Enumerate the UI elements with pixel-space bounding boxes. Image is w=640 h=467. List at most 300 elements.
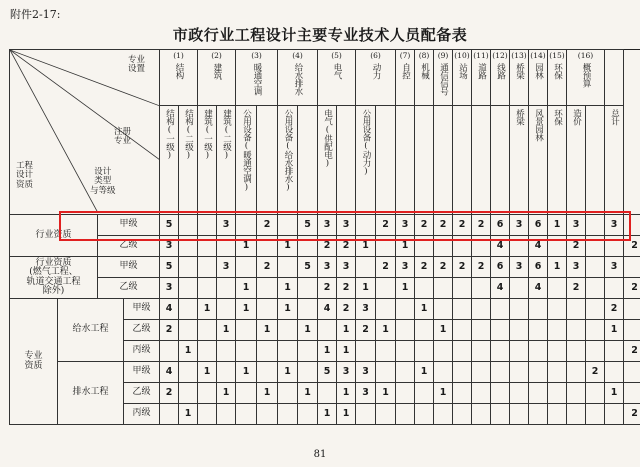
staff-count-cell: 2 <box>624 404 640 425</box>
staff-count-cell <box>586 215 605 236</box>
staff-count-cell <box>472 383 491 404</box>
staff-count-cell: 4 <box>160 299 179 320</box>
staff-count-cell: 3 <box>396 215 415 236</box>
staff-count-cell <box>529 362 548 383</box>
staff-count-cell: 2 <box>160 320 179 341</box>
qualification-group: 行业资质 (燃气工程、 轨道交通工程 除外) <box>10 257 98 299</box>
staff-count-cell <box>472 341 491 362</box>
registered-discipline-header <box>376 106 396 215</box>
discipline-number: (14) <box>530 51 546 60</box>
staff-count-cell: 1 <box>236 299 257 320</box>
staff-count-cell <box>605 404 624 425</box>
staff-count-cell <box>548 404 567 425</box>
staff-count-cell: 3 <box>396 257 415 278</box>
staff-count-cell <box>217 299 236 320</box>
staff-count-cell <box>491 320 510 341</box>
staff-count-cell <box>548 320 567 341</box>
staff-count-cell <box>396 299 415 320</box>
table-row <box>10 215 640 236</box>
annex-label: 附件2-17: <box>10 8 61 21</box>
discipline-number: (4) <box>292 51 303 60</box>
registered-discipline-header <box>510 106 529 215</box>
staff-count-cell <box>510 236 529 257</box>
registered-discipline-header <box>298 106 318 215</box>
staff-count-cell <box>529 341 548 362</box>
discipline-name: 桥梁 <box>514 62 525 79</box>
registered-discipline-header <box>160 106 179 215</box>
staff-count-cell <box>624 383 640 404</box>
staff-count-cell <box>586 236 605 257</box>
staff-count-cell <box>356 215 376 236</box>
staff-count-cell <box>318 320 337 341</box>
staff-count-cell: 3 <box>318 257 337 278</box>
staff-count-cell <box>278 215 298 236</box>
staff-count-cell <box>510 278 529 299</box>
staff-count-cell <box>298 341 318 362</box>
staff-count-cell: 4 <box>529 236 548 257</box>
staff-count-cell <box>624 257 640 278</box>
staff-count-cell <box>179 362 198 383</box>
qualification-group: 专业 资质 <box>10 299 58 425</box>
discipline-header <box>567 50 605 106</box>
staff-count-cell <box>257 341 278 362</box>
registered-discipline: 风景园林 <box>533 109 544 141</box>
grade-label: 甲级 <box>98 215 160 236</box>
staff-count-cell: 1 <box>548 257 567 278</box>
staff-count-cell <box>257 362 278 383</box>
corner-label-lower: 设计 类型 与等级 <box>90 167 116 196</box>
staff-count-cell: 1 <box>179 404 198 425</box>
staff-count-cell <box>491 341 510 362</box>
staff-count-cell <box>257 278 278 299</box>
staff-count-cell <box>567 299 586 320</box>
staff-count-cell <box>179 278 198 299</box>
staff-count-cell: 1 <box>298 383 318 404</box>
discipline-name: 环保 <box>552 62 563 79</box>
staff-count-cell <box>376 341 396 362</box>
staff-count-cell <box>179 299 198 320</box>
staff-count-cell: 1 <box>179 341 198 362</box>
staff-count-cell <box>217 362 236 383</box>
staff-count-cell: 4 <box>160 362 179 383</box>
discipline-header <box>278 50 318 106</box>
staff-count-cell: 5 <box>318 362 337 383</box>
table-row <box>10 257 640 278</box>
staff-count-cell <box>586 341 605 362</box>
discipline-number: (9) <box>437 51 449 60</box>
staff-count-cell: 2 <box>337 299 356 320</box>
staff-count-cell <box>510 362 529 383</box>
staff-count-cell <box>217 236 236 257</box>
staff-count-cell: 3 <box>356 362 376 383</box>
discipline-number: (11) <box>473 51 489 60</box>
staff-count-cell <box>434 404 453 425</box>
staff-count-cell: 3 <box>217 257 236 278</box>
staff-count-cell: 6 <box>529 215 548 236</box>
registered-discipline: 公用设备(暖通空调) <box>241 109 252 192</box>
staff-count-cell <box>453 362 472 383</box>
staff-count-cell: 3 <box>318 215 337 236</box>
discipline-name: 通信信号 <box>438 62 449 95</box>
staff-count-cell: 1 <box>337 383 356 404</box>
staff-count-cell <box>376 362 396 383</box>
registered-discipline-header <box>257 106 278 215</box>
staff-count-cell <box>491 299 510 320</box>
registered-discipline: 公用设备(动力) <box>360 109 371 176</box>
staff-count-cell: 3 <box>605 257 624 278</box>
qualification-group: 行业资质 <box>10 215 98 257</box>
staff-count-cell <box>453 299 472 320</box>
staff-count-cell <box>160 341 179 362</box>
staff-count-cell <box>179 383 198 404</box>
staff-count-cell <box>298 236 318 257</box>
staff-count-cell: 3 <box>160 236 179 257</box>
staff-count-cell <box>510 341 529 362</box>
staff-count-cell <box>396 404 415 425</box>
staff-count-cell <box>179 257 198 278</box>
registered-discipline: 造价 <box>571 109 582 125</box>
discipline-name: 给水排水 <box>292 62 303 95</box>
staff-count-cell: 1 <box>415 362 434 383</box>
staff-count-cell: 3 <box>337 362 356 383</box>
staff-count-cell: 1 <box>415 299 434 320</box>
staff-count-cell: 1 <box>434 320 453 341</box>
staff-count-cell: 3 <box>510 215 529 236</box>
staff-count-cell <box>356 257 376 278</box>
staff-count-cell: 1 <box>548 215 567 236</box>
staff-count-cell <box>236 341 257 362</box>
staff-count-cell <box>298 404 318 425</box>
staff-count-cell: 1 <box>318 341 337 362</box>
staff-count-cell: 1 <box>198 299 217 320</box>
registered-discipline: 环保 <box>552 109 563 125</box>
registered-discipline: 结构(二级) <box>183 109 194 160</box>
staff-count-cell <box>434 278 453 299</box>
staff-count-cell <box>179 236 198 257</box>
staff-count-cell <box>356 341 376 362</box>
staff-count-cell: 4 <box>318 299 337 320</box>
staff-count-cell <box>298 362 318 383</box>
staff-count-cell <box>472 362 491 383</box>
staff-count-cell <box>278 257 298 278</box>
grade-label: 丙级 <box>124 404 160 425</box>
discipline-header <box>529 50 548 106</box>
staff-count-cell <box>318 383 337 404</box>
staff-count-cell: 1 <box>278 362 298 383</box>
discipline-name: 线路 <box>495 62 506 79</box>
registered-discipline: 结构(一级) <box>164 109 175 160</box>
staff-count-cell: 2 <box>356 320 376 341</box>
staff-count-cell: 2 <box>453 215 472 236</box>
staff-count-cell: 1 <box>376 320 396 341</box>
staff-count-cell <box>605 362 624 383</box>
discipline-number: (16) <box>577 51 594 60</box>
registered-discipline-header <box>567 106 586 215</box>
discipline-number: (2) <box>211 51 222 60</box>
staff-count-cell: 3 <box>160 278 179 299</box>
staff-count-cell <box>198 341 217 362</box>
staff-count-cell <box>278 320 298 341</box>
staff-count-cell <box>236 215 257 236</box>
staff-count-cell <box>605 341 624 362</box>
staff-count-cell: 2 <box>434 257 453 278</box>
discipline-header <box>548 50 567 106</box>
discipline-header <box>318 50 356 106</box>
staff-count-cell: 2 <box>160 383 179 404</box>
discipline-number: (15) <box>549 51 565 60</box>
staff-count-cell <box>567 320 586 341</box>
discipline-header <box>434 50 453 106</box>
staffing-table <box>9 49 640 425</box>
grade-label: 丙级 <box>124 341 160 362</box>
staff-count-cell <box>278 383 298 404</box>
staff-count-cell <box>434 299 453 320</box>
discipline-name: 暖通空调 <box>251 62 262 95</box>
discipline-name: 动力 <box>370 62 381 79</box>
registered-discipline-header <box>318 106 337 215</box>
staff-count-cell <box>624 299 640 320</box>
staff-count-cell <box>567 362 586 383</box>
staff-count-cell <box>236 383 257 404</box>
staff-count-cell: 1 <box>217 383 236 404</box>
staff-count-cell <box>453 341 472 362</box>
staff-count-cell: 2 <box>472 215 491 236</box>
staff-count-cell <box>396 320 415 341</box>
staff-count-cell: 2 <box>257 257 278 278</box>
staff-count-cell: 1 <box>605 383 624 404</box>
page-title: 市政行业工程设计主要专业技术人员配备表 <box>172 26 468 44</box>
discipline-header <box>472 50 491 106</box>
staff-count-cell: 3 <box>567 215 586 236</box>
staff-count-cell: 3 <box>567 257 586 278</box>
staff-count-cell: 2 <box>318 278 337 299</box>
discipline-name: 电气 <box>331 62 342 79</box>
discipline-header <box>453 50 472 106</box>
registered-discipline-header <box>356 106 376 215</box>
staff-count-cell: 1 <box>337 341 356 362</box>
staff-count-cell <box>586 299 605 320</box>
staff-count-cell <box>453 404 472 425</box>
staff-count-cell <box>257 236 278 257</box>
staff-count-cell <box>491 362 510 383</box>
discipline-header <box>491 50 510 106</box>
staff-count-cell <box>396 362 415 383</box>
staff-count-cell <box>198 236 217 257</box>
registered-discipline: 建筑(一级) <box>202 109 213 160</box>
registered-discipline: 总计 <box>609 109 620 125</box>
staff-count-cell <box>548 236 567 257</box>
design-type: 给水工程 <box>58 299 124 362</box>
staff-count-cell: 3 <box>337 257 356 278</box>
staff-count-cell: 4 <box>529 278 548 299</box>
staff-count-cell: 2 <box>337 278 356 299</box>
staff-count-cell <box>510 320 529 341</box>
staff-count-cell: 1 <box>434 383 453 404</box>
staff-count-cell <box>472 236 491 257</box>
staff-count-cell <box>434 362 453 383</box>
staff-count-cell <box>198 404 217 425</box>
staff-count-cell <box>472 320 491 341</box>
staff-count-cell <box>257 404 278 425</box>
staff-count-cell <box>624 362 640 383</box>
staff-count-cell <box>586 404 605 425</box>
staff-count-cell: 1 <box>278 299 298 320</box>
registered-discipline-header <box>198 106 217 215</box>
discipline-header <box>415 50 434 106</box>
staff-count-cell <box>217 404 236 425</box>
staff-count-cell <box>198 320 217 341</box>
staff-count-cell: 2 <box>257 215 278 236</box>
staff-count-cell <box>472 299 491 320</box>
staff-count-cell: 1 <box>236 362 257 383</box>
staff-count-cell: 1 <box>356 278 376 299</box>
staff-count-cell <box>376 404 396 425</box>
staff-count-cell <box>415 320 434 341</box>
staff-count-cell <box>567 404 586 425</box>
staff-count-cell: 1 <box>236 278 257 299</box>
staff-count-cell: 1 <box>376 383 396 404</box>
staff-count-cell <box>548 278 567 299</box>
staff-count-cell <box>529 320 548 341</box>
staff-count-cell <box>179 320 198 341</box>
registered-discipline-header <box>415 106 434 215</box>
discipline-header <box>356 50 396 106</box>
staff-count-cell: 4 <box>491 278 510 299</box>
registered-discipline-header <box>453 106 472 215</box>
registered-discipline-header <box>605 106 624 215</box>
grade-label: 乙级 <box>98 278 160 299</box>
staff-count-cell <box>491 404 510 425</box>
staff-count-cell: 1 <box>278 278 298 299</box>
staff-count-cell <box>453 383 472 404</box>
staff-count-cell: 2 <box>605 299 624 320</box>
staff-count-cell <box>605 278 624 299</box>
staff-count-cell: 2 <box>434 215 453 236</box>
corner-label-top: 专业 设置 <box>128 55 146 75</box>
staff-count-cell: 3 <box>356 383 376 404</box>
staff-count-cell: 3 <box>510 257 529 278</box>
staff-count-cell <box>624 215 640 236</box>
staff-count-cell <box>217 278 236 299</box>
registered-discipline: 电气(供配电) <box>322 109 333 168</box>
staff-count-cell <box>278 404 298 425</box>
staff-count-cell: 5 <box>298 257 318 278</box>
registered-discipline: 公用设备(给水排水) <box>282 109 293 192</box>
staff-count-cell: 6 <box>491 215 510 236</box>
staff-count-cell <box>510 404 529 425</box>
staff-count-cell: 2 <box>415 257 434 278</box>
discipline-number: (12) <box>492 51 508 60</box>
grade-label: 乙级 <box>124 320 160 341</box>
staff-count-cell <box>415 341 434 362</box>
staff-count-cell: 2 <box>624 236 640 257</box>
discipline-name: 园林 <box>533 62 544 79</box>
staff-count-cell: 3 <box>337 215 356 236</box>
staff-count-cell: 6 <box>529 257 548 278</box>
grade-label: 甲级 <box>124 362 160 383</box>
discipline-name: 道路 <box>476 62 487 79</box>
staff-count-cell <box>396 383 415 404</box>
staff-count-cell: 3 <box>356 299 376 320</box>
staff-count-cell <box>415 383 434 404</box>
staff-count-cell: 1 <box>337 320 356 341</box>
staff-count-cell <box>529 299 548 320</box>
corner-label-left: 工程 设计 资质 <box>16 161 34 190</box>
staff-count-cell: 1 <box>337 404 356 425</box>
discipline-name: 结构 <box>173 62 184 79</box>
discipline-name: 站场 <box>457 62 468 79</box>
staff-count-cell <box>236 404 257 425</box>
staff-count-cell: 6 <box>491 257 510 278</box>
staff-count-cell: 3 <box>217 215 236 236</box>
discipline-name: 机械 <box>419 62 430 79</box>
table-row <box>10 278 640 299</box>
discipline-name: 概预算 <box>580 62 591 87</box>
staff-count-cell <box>415 278 434 299</box>
staff-count-cell: 1 <box>217 320 236 341</box>
staff-count-cell <box>217 341 236 362</box>
staff-count-cell: 2 <box>376 215 396 236</box>
staff-count-cell: 1 <box>356 236 376 257</box>
staff-count-cell <box>510 299 529 320</box>
staff-count-cell <box>376 236 396 257</box>
staff-count-cell <box>179 215 198 236</box>
staff-count-cell <box>548 362 567 383</box>
discipline-number: (13) <box>511 51 527 60</box>
staff-count-cell: 1 <box>396 278 415 299</box>
discipline-header <box>605 50 624 106</box>
grade-label: 乙级 <box>98 236 160 257</box>
staff-count-cell: 5 <box>160 215 179 236</box>
staff-count-cell: 2 <box>376 257 396 278</box>
staff-count-cell: 1 <box>298 320 318 341</box>
discipline-header <box>236 50 278 106</box>
staff-count-cell: 3 <box>605 215 624 236</box>
staff-count-cell <box>356 404 376 425</box>
grade-label: 乙级 <box>124 383 160 404</box>
staff-count-cell: 2 <box>472 257 491 278</box>
discipline-number: (7) <box>399 51 411 60</box>
staff-count-cell: 2 <box>318 236 337 257</box>
registered-discipline-header <box>548 106 567 215</box>
discipline-number: (5) <box>331 51 342 60</box>
discipline-number: (3) <box>251 51 262 60</box>
registered-discipline-header <box>236 106 257 215</box>
staff-count-cell: 1 <box>198 362 217 383</box>
staff-count-cell: 4 <box>491 236 510 257</box>
staff-count-cell <box>453 236 472 257</box>
staff-count-cell: 2 <box>337 236 356 257</box>
staff-count-cell <box>548 341 567 362</box>
discipline-number: (8) <box>418 51 430 60</box>
staff-count-cell <box>415 236 434 257</box>
staff-count-cell: 2 <box>624 278 640 299</box>
staff-count-cell <box>605 236 624 257</box>
staff-count-cell <box>298 278 318 299</box>
staff-count-cell: 1 <box>318 404 337 425</box>
staff-count-cell: 2 <box>567 278 586 299</box>
staff-count-cell: 1 <box>257 320 278 341</box>
staff-count-cell <box>236 320 257 341</box>
staff-count-cell <box>586 278 605 299</box>
registered-discipline-header <box>396 106 415 215</box>
registered-discipline: 建筑(二级) <box>221 109 232 160</box>
staff-count-cell <box>434 236 453 257</box>
staff-count-cell <box>198 278 217 299</box>
staff-count-cell <box>453 278 472 299</box>
grade-label: 甲级 <box>124 299 160 320</box>
registered-discipline-header <box>529 106 548 215</box>
